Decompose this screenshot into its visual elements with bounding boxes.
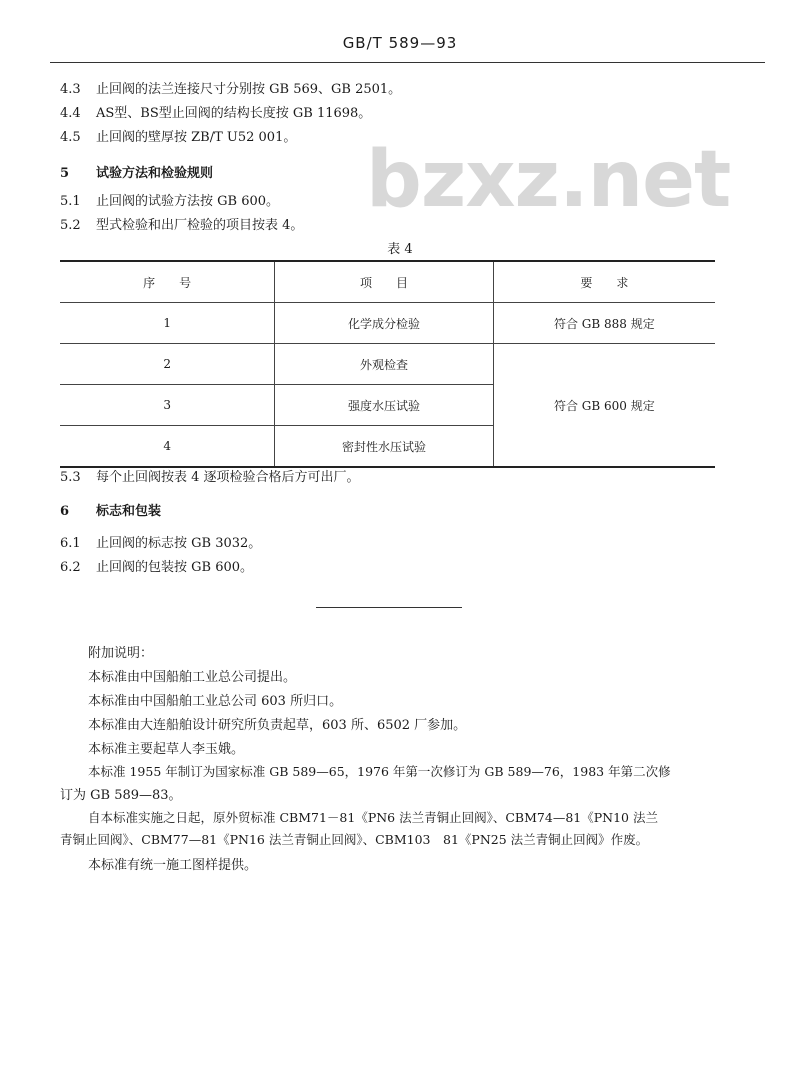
clause-4-3 <box>60 78 401 97</box>
clause-text: 止回阀的壁厚按 ZB/T U52 001。 <box>96 130 297 145</box>
cell-seq: 1 <box>60 303 275 344</box>
clause-5-1 <box>60 190 279 209</box>
note-line: 本标准由中国船舶工业总公司 603 所归口。 <box>88 694 343 709</box>
note-line: 本标准主要起草人李玉娥。 <box>88 742 245 757</box>
note-line: 订为 GB 589—83。 <box>60 788 182 803</box>
cell-seq: 3 <box>60 385 275 426</box>
cell-requirement: 符合 GB 600 规定 <box>493 344 715 468</box>
section-number: 5 <box>60 166 70 181</box>
clause-text: 止回阀的包装按 GB 600。 <box>96 560 254 575</box>
header-rule <box>50 62 765 63</box>
end-divider <box>316 607 462 608</box>
note-line: 青铜止回阀》、CBM77—81《PN16 法兰青铜止回阀》、CBM103 81《PN25 法兰青铜止回阀》作废。 <box>60 832 649 847</box>
section-title: 标志和包装 <box>96 504 162 519</box>
clause-5-3 <box>60 466 360 485</box>
header-item: 项 目 <box>275 261 493 303</box>
notes-heading: 附加说明： <box>88 646 154 661</box>
watermark: bzxz.net <box>366 135 731 225</box>
table-header-row <box>60 261 715 303</box>
clause-text: 止回阀的标志按 GB 3032。 <box>96 536 262 551</box>
clause-6-1 <box>60 532 261 551</box>
clause-number: 6.1 <box>60 536 81 551</box>
section-title: 试验方法和检验规则 <box>96 166 214 181</box>
cell-seq: 2 <box>60 344 275 385</box>
note-line: 本标准有统一施工图样提供。 <box>88 858 258 873</box>
clause-text: 止回阀的法兰连接尺寸分别按 GB 569、GB 2501。 <box>96 82 402 97</box>
table-row <box>60 344 715 385</box>
clause-text: 型式检验和出厂检验的项目按表 4。 <box>96 218 304 233</box>
section-number: 6 <box>60 504 70 519</box>
inspection-table <box>60 260 715 468</box>
cell-item: 化学成分检验 <box>275 303 493 344</box>
clause-number: 5.1 <box>60 194 81 209</box>
clause-5-2 <box>60 214 303 233</box>
clause-4-5 <box>60 126 296 145</box>
clause-number: 5.3 <box>60 470 81 485</box>
clause-number: 6.2 <box>60 560 81 575</box>
page-header: GB/T 589—93 <box>342 34 458 52</box>
section-6-heading <box>60 500 161 519</box>
clause-number: 4.4 <box>60 106 81 121</box>
cell-item: 强度水压试验 <box>275 385 493 426</box>
clause-text: 止回阀的试验方法按 GB 600。 <box>96 194 280 209</box>
clause-text: 每个止回阀按表 4 逐项检验合格后方可出厂。 <box>96 470 360 485</box>
cell-seq: 4 <box>60 426 275 468</box>
header-requirement: 要 求 <box>493 261 715 303</box>
note-line: 本标准由大连船舶设计研究所负责起草，603 所、6502 厂参加。 <box>88 718 467 733</box>
clause-number: 5.2 <box>60 218 81 233</box>
cell-item: 外观检查 <box>275 344 493 385</box>
clause-number: 4.5 <box>60 130 81 145</box>
table-title: 表 4 <box>387 242 413 257</box>
clause-4-4 <box>60 102 371 121</box>
section-5-heading <box>60 162 213 181</box>
note-line: 本标准由中国船舶工业总公司提出。 <box>88 670 297 685</box>
header-seq: 序 号 <box>60 261 275 303</box>
table-row <box>60 303 715 344</box>
clause-6-2 <box>60 556 253 575</box>
clause-text: AS型、BS型止回阀的结构长度按 GB 11698。 <box>96 106 372 121</box>
note-line: 自本标准实施之日起，原外贸标准 CBM71－81《PN6 法兰青铜止回阀》、CBM74—81《PN10 法兰 <box>88 810 658 825</box>
cell-requirement: 符合 GB 888 规定 <box>493 303 715 344</box>
clause-number: 4.3 <box>60 82 81 97</box>
note-line: 本标准 1955 年制订为国家标准 GB 589—65，1976 年第一次修订为 GB 589—76，1983 年第二次修 <box>88 764 671 779</box>
cell-item: 密封性水压试验 <box>275 426 493 468</box>
